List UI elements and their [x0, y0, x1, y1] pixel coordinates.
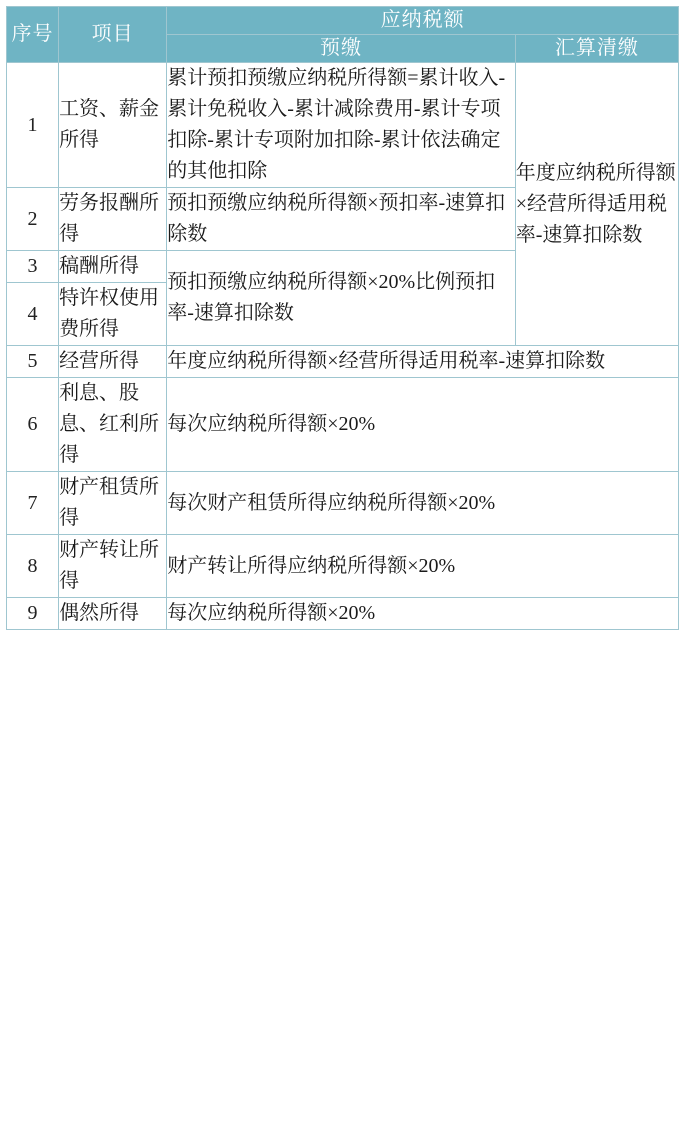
header-row-1 — [7, 7, 679, 35]
header-prepay: 预缴 — [167, 35, 516, 63]
tax-calculation-table — [6, 6, 679, 630]
row-number: 1 — [7, 63, 59, 188]
row-prepay-formula: 预扣预缴应纳税所得额×预扣率-速算扣除数 — [167, 188, 516, 251]
row-number: 4 — [7, 283, 59, 346]
settlement-formula: 年度应纳税所得额×经营所得适用税率-速算扣除数 — [515, 63, 678, 346]
row-prepay-formula: 年度应纳税所得额×经营所得适用税率-速算扣除数 — [167, 346, 679, 378]
header-item: 项目 — [59, 7, 167, 63]
row-item: 工资、薪金所得 — [59, 63, 167, 188]
row-item: 稿酬所得 — [59, 251, 167, 283]
row-number: 3 — [7, 251, 59, 283]
row-number: 7 — [7, 472, 59, 535]
row-item: 财产租赁所得 — [59, 472, 167, 535]
header-tax-payable: 应纳税额 — [167, 7, 679, 35]
table-header — [7, 7, 679, 63]
table-row — [7, 63, 679, 188]
row-prepay-formula: 每次财产租赁所得应纳税所得额×20% — [167, 472, 679, 535]
row-item: 经营所得 — [59, 346, 167, 378]
row-item: 特许权使用费所得 — [59, 283, 167, 346]
row-number: 8 — [7, 535, 59, 598]
table-row — [7, 346, 679, 378]
row-item: 利息、股息、红利所得 — [59, 378, 167, 472]
row-item: 财产转让所得 — [59, 535, 167, 598]
table-row — [7, 535, 679, 598]
row-prepay-formula: 预扣预缴应纳税所得额×20%比例预扣率-速算扣除数 — [167, 251, 516, 346]
row-prepay-formula: 每次应纳税所得额×20% — [167, 378, 679, 472]
row-prepay-formula: 每次应纳税所得额×20% — [167, 598, 679, 630]
row-number: 6 — [7, 378, 59, 472]
table-body — [7, 63, 679, 630]
row-item: 劳务报酬所得 — [59, 188, 167, 251]
table-row — [7, 378, 679, 472]
row-number: 2 — [7, 188, 59, 251]
row-prepay-formula: 累计预扣预缴应纳税所得额=累计收入-累计免税收入-累计减除费用-累计专项扣除-累计专项附加扣除-累计依法确定的其他扣除 — [167, 63, 516, 188]
table-row — [7, 472, 679, 535]
header-settlement: 汇算清缴 — [515, 35, 678, 63]
table-row — [7, 598, 679, 630]
row-number: 9 — [7, 598, 59, 630]
row-number: 5 — [7, 346, 59, 378]
row-item: 偶然所得 — [59, 598, 167, 630]
row-prepay-formula: 财产转让所得应纳税所得额×20% — [167, 535, 679, 598]
header-seq: 序号 — [7, 7, 59, 63]
